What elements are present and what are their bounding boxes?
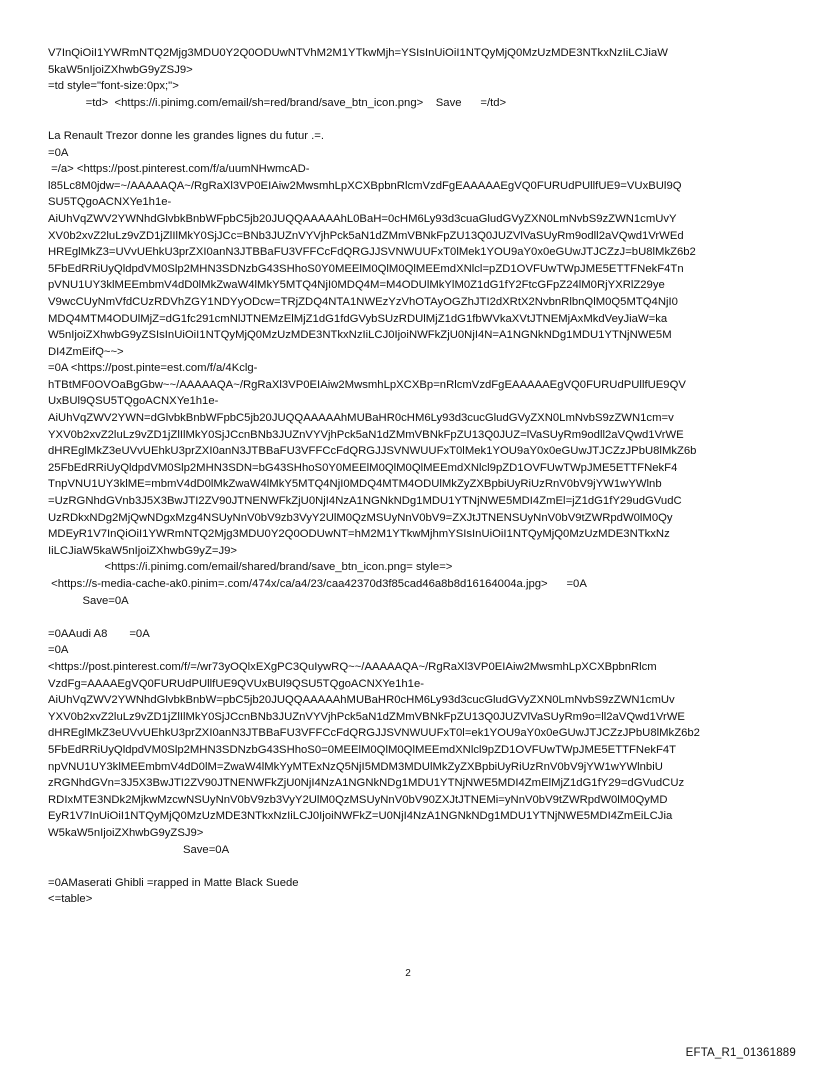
text-line: npVNU1UY3klMEEmbmV4dD0lM=ZwaW4lMkYyMTExNzQ5NjI5MDM3MDUlMkZyZXBpbiUyRiUzRnV0bV9jYW1wYWlnbiU: [48, 760, 663, 773]
text-line: dHREglMkZ3eUVvUEhkU3prZXI0anN3JTBBaFU3VFFCcFdQRGJJSVNWUUFxT0l=ek1YOU9aY0x0eGUwJTJCZzJPbU8lMkZ6b2: [48, 727, 700, 740]
text-line: TnpVNU1UY3klME=mbmV4dD0lMkZwaW4lMkY5MTQ4NjI0MDQ4MTM4ODUlMkZyZXBpbiUyRiUzRnV0bV9jYW1wYWlnb: [48, 478, 662, 491]
text-line: UxBUl9QSU5TQgoACNXYe1h1e-: [48, 395, 219, 408]
text-line: =td> <https://i.pinimg.com/email/sh=red/brand/save_btn_icon.png> Save =/td>: [48, 96, 507, 109]
text-line: 5kaW5nIjoiZXhwbG9yZSJ9>: [48, 63, 193, 76]
text-line: AiUhVqZWV2YWNhdGlvbkBnbW=pbC5jb20JUQQAAAAAhMUBaHR0cHM6Ly93d3cucGludGVyZXN0LmNvbS9zZWN1cmUv: [48, 694, 675, 707]
page-number: 2: [405, 968, 411, 979]
text-line: =0AAudi A8 =0A: [48, 627, 150, 640]
text-line: EyR1V7InUiOiI1NTQyMjQ0MzUzMDE3NTkxNzIiLCJ0IjoiNWFkZ=U0NjI4NzA1NGNkNDg1MDU1YTNjNWE5MDI4ZmEiLCJia: [48, 810, 673, 823]
text-line: La Renault Trezor donne les grandes lignes du futur .=.: [48, 129, 325, 142]
text-line: =0A: [48, 644, 69, 657]
text-line: =0A: [48, 146, 69, 159]
text-line: UzRDkxNDg2MjQwNDgxMzg4NSUyNnV0bV9zb3VyY2UlM0QzMSUyNnV0bV9=ZXJtJTNENSUyNnV0bV9tZWRpdW0lM0Qy: [48, 511, 673, 524]
text-line: <https://post.pinterest.com/f/=/wr73yOQlxEXgPC3QuIywRQ~~/AAAAAQA~/RgRaXl3VP0EIAiw2MwsmhLpXCXBpbnRlcm: [48, 660, 657, 673]
document-body: [48, 45, 774, 908]
text-line: <https://i.pinimg.com/email/shared/brand/save_btn_icon.png= style=>: [48, 561, 453, 574]
text-line: AiUhVqZWV2YWN=dGlvbkBnbWFpbC5jb20JUQQAAAAAhMUBaHR0cHM6Ly93d3cucGludGVyZXN0LmNvbS9zZWN1cm=v: [48, 412, 674, 425]
blank-line: [48, 609, 774, 626]
text-line: RDIxMTE3NDk2MjkwMzcwNSUyNnV0bV9zb3VyY2UlM0QzMSUyNnV0bV90ZXJtJTNEMi=yNnV0bV9tZWRpdW0lM0QyMD: [48, 793, 668, 806]
blank-line: [48, 858, 774, 875]
text-line: IiLCJiaW5kaW5nIjoiZXhwbG9yZ=J9>: [48, 544, 237, 557]
text-line: W5kaW5nIjoiZXhwbG9yZSJ9>: [48, 826, 204, 839]
text-line: HREglMkZ3=UVvUEhkU3prZXI0anN3JTBBaFU3VFFCcFdQRGJJSVNWUUFxT0lMek1YOU9aY0x0eGUwJTJCZzJ=bU8lMkZ6b2: [48, 246, 696, 259]
text-line: l85Lc8M0jdw=~/AAAAAQA~/RgRaXl3VP0EIAiw2MwsmhLpXCXBpbnRlcmVzdFgEAAAAAEgVQ0FURUdPUllfUE9=VUxBUl9Q: [48, 179, 682, 192]
text-line: dHREglMkZ3eUVvUEhkU3prZXI0anN3JTBBaFU3VFFCcFdQRGJJSVNWUUFxT0lMek1YOU9aY0x0eGUwJTJCZzJPbU8lMkZ6b: [48, 445, 697, 458]
text-line: =0AMaserati Ghibli =rapped in Matte Black Suede: [48, 876, 299, 889]
text-line: SU5TQgoACNXYe1h1e-: [48, 196, 172, 209]
text-line: 25FbEdRRiUyQldpdVM0Slp2MHN3SDN=bG43SHhoS0Y0MEElM0QlM0QlMEEmdXNlcl9pZD1OVFUwTWpJME5ETTFNekF4: [48, 461, 678, 474]
text-line: YXV0b2xvZ2luLz9vZD1jZlIlMkY0SjJCcnBNb3JUZnVYVjhPck5aN1dZMmVBNkFpZU13Q0JUZVlVaSUyRm9o=ll2aVQwd1VrWE: [48, 710, 685, 723]
text-line: zRGNhdGVn=3J5X3BwJTI2ZV90JTNENWFkZjU0NjI4NzA1NGNkNDg1MDU1YTNjNWE5MDI4ZmElMjZ1dG1fY29=dGVudCUz: [48, 777, 685, 790]
text-line: V9wcCUyNmVfdCUzRDVhZGY1NDYyODcw=TRjZDQ4NTA1NWEzYzVhOTAyOGZhJTI2dXRtX2NvbnRlbnQlM0Q5MTQ4NjI0: [48, 295, 678, 308]
text-line: YXV0b2xvZ2luLz9vZD1jZlIlMkY0SjJCcnBNb3JUZnVYVjhPck5aN1dZMmVBNkFpZU13Q0JUZ=lVaSUyRm9odll2aVQwd1VrWE: [48, 428, 684, 441]
text-line: Save=0A: [48, 594, 129, 607]
text-line: =td style="font-size:0px;">: [48, 80, 179, 93]
text-line: =UzRGNhdGVnb3J5X3BwJTI2ZV90JTNENWFkZjU0NjI4NzA1NGNkNDg1MDU1YTNjNWE5MDI4ZmEl=jZ1dG1fY29udGVudC: [48, 495, 682, 508]
text-line: =0A <https://post.pinte=est.com/f/a/4Kclg-: [48, 362, 258, 375]
text-line: 5FbEdRRiUyQldpdVM0Slp2MHN3SDNzbG43SHhoS0=0MEElM0QlM0QlMEEmdXNlcl9pZD1OVFUwTWpJME5ETTFNekF4T: [48, 743, 677, 756]
text-line: MDEyR1V7InQiOiI1YWRmNTQ2Mjg3MDU0Y2Q0ODUwNT=hM2M1YTkwMjhmYSIsInUiOiI1NTQyMjQ0MzUzMDE3NTkxNz: [48, 528, 670, 541]
text-line: <https://s-media-cache-ak0.pinim=.com/474x/ca/a4/23/caa42370d3f85cad46a8b8d16164004a.jpg> =0A: [48, 578, 587, 590]
text-line: XV0b2xvZ2luLz9vZD1jZlIlMkY0SjJCc=BNb3JUZnVYVjhPck5aN1dZMmVBNkFpZU13Q0JUZVlVaSUyRm9odll2aVQwd1VrWEd: [48, 229, 684, 242]
text-line: pVNU1UY3klMEEmbmV4dD0lMkZwaW4lMkY5MTQ4NjI0MDQ4M=M4ODUlMkYlM0Z1dG1fY2FtcGFpZ24lM0RjYXRlZ29ye: [48, 279, 665, 292]
text-line: hTBtMF0OVOaBgGbw~~/AAAAAQA~/RgRaXl3VP0EIAiw2MwsmhLpXCXBp=nRlcmVzdFgEAAAAAEgVQ0FURUdPUllfUE9QV: [48, 378, 686, 391]
text-line: =/a> <https://post.pinterest.com/f/a/uumNHwmcAD-: [48, 163, 310, 176]
text-line: DI4ZmEifQ~~>: [48, 345, 124, 358]
text-line: MDQ4MTM4ODUlMjZ=dG1fc291cmNlJTNEMzElMjZ1dG1fdGVybSUzRDUlMjZ1dG1fbWVkaXVtJTNEMjAxMkdVeyJiaW=ka: [48, 312, 668, 325]
text-line: VzdFg=AAAAEgVQ0FURUdPUllfUE9QVUxBUl9QSU5TQgoACNXYe1h1e-: [48, 677, 424, 690]
document-id-stamp: EFTA_R1_01361889: [685, 1047, 796, 1059]
text-line: <=table>: [48, 893, 93, 906]
text-line: AiUhVqZWV2YWNhdGlvbkBnbWFpbC5jb20JUQQAAAAAhL0BaH=0cHM6Ly93d3cuaGludGVyZXN0LmNvbS9zZWN1cmUvY: [48, 212, 677, 225]
blank-line: [48, 111, 774, 128]
text-line: W5nIjoiZXhwbG9yZSIsInUiOiI1NTQyMjQ0MzUzMDE3NTkxNzIiLCJ0IjoiNWFkZjU0NjI4N=A1NGNkNDg1MDU1YTNjNWE5M: [48, 329, 672, 342]
text-line: V7InQiOiI1YWRmNTQ2Mjg3MDU0Y2Q0ODUwNTVhM2M1YTkwMjh=YSIsInUiOiI1NTQyMjQ0MzUzMDE3NTkxNzIiLCJiaW: [48, 47, 668, 59]
text-line: Save=0A: [48, 843, 230, 856]
text-line: 5FbEdRRiUyQldpdVM0Slp2MHN3SDNzbG43SHhoS0Y0MEElM0QlM0QlMEEmdXNlcl=pZD1OVFUwTWpJME5ETTFNekF4Tn: [48, 262, 684, 275]
